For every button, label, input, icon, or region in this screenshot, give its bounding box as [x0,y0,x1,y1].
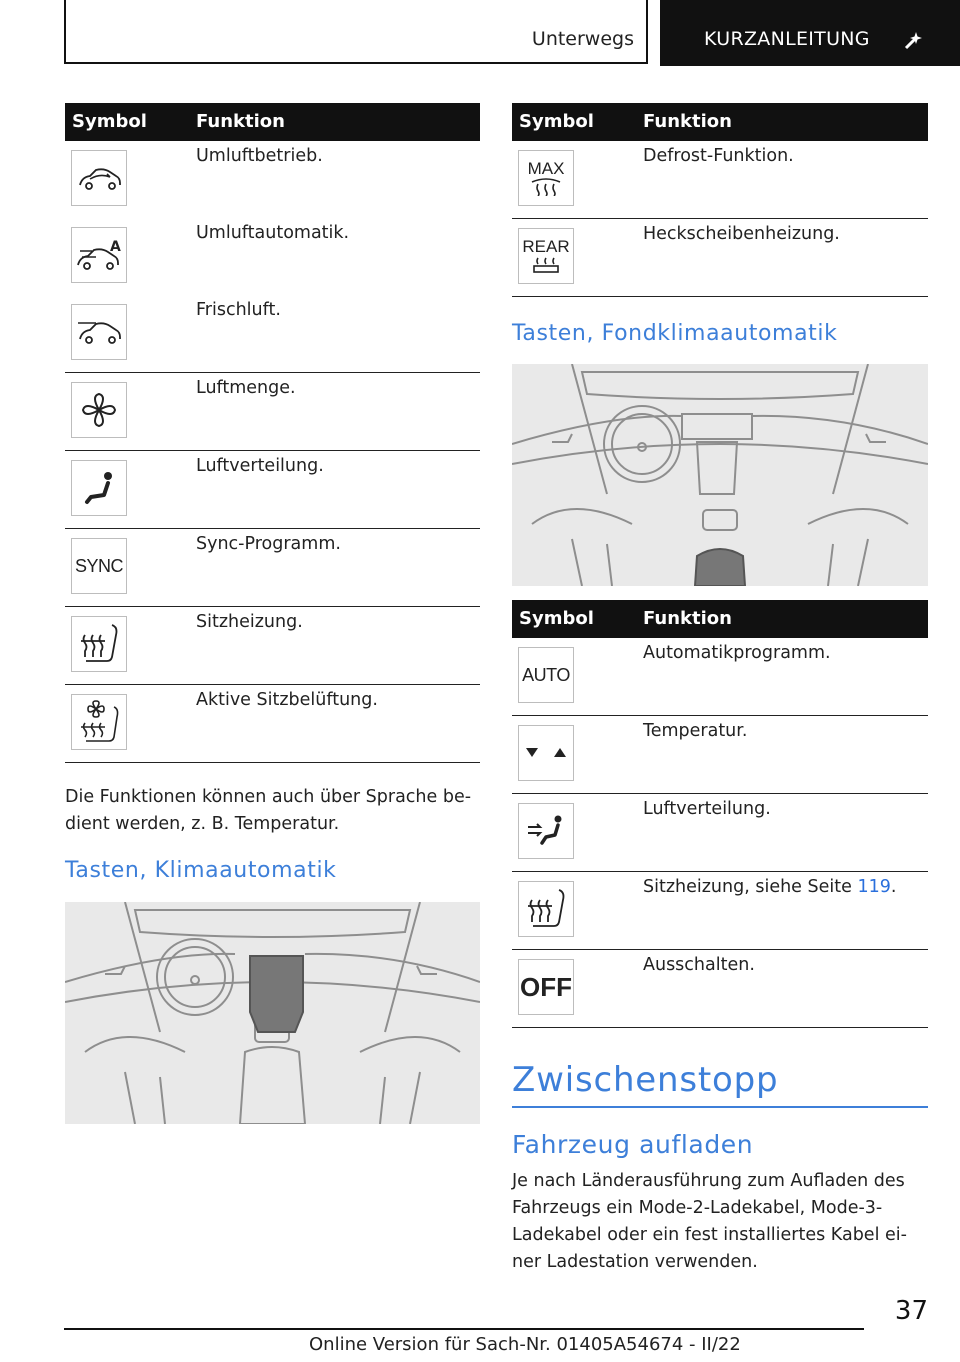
fresh-air-icon [71,304,127,360]
page-number: 37 [894,1296,928,1326]
right-symbol-table-bottom [512,600,928,1028]
column-header-symbol: Symbol [72,111,147,132]
column-header-function: Funktion [643,608,732,629]
air-distribution-icon [71,460,127,516]
table-row [512,141,928,219]
section-title-underline [512,1106,928,1108]
page-link-119[interactable]: 119 [857,877,891,897]
seat-ventilation-icon [71,694,127,750]
column-header-function: Funktion [196,111,285,132]
function-label: Defrost-Funktion. [643,146,794,166]
off-icon-text: OFF [520,971,572,1002]
paragraph-line: dient werden, z. B. Temperatur. [65,814,340,834]
function-label [643,877,896,897]
sync-icon [71,538,127,594]
paragraph-line: ner Ladestation verwenden. [512,1252,758,1272]
function-label: Temperatur. [643,721,748,741]
footer-divider [64,1328,864,1330]
right-symbol-table-top [512,103,928,297]
header-chapter-title: KURZANLEITUNG [704,28,870,50]
subheading-climate-buttons: Tasten, Klimaautomatik [65,858,337,883]
dashboard-illustration-rear [512,364,928,586]
function-label: Sync-Programm. [196,534,341,554]
function-label: Automatikprogramm. [643,643,831,663]
table-row [512,716,928,794]
table-header [512,103,928,141]
table-row [65,141,480,218]
table-row [512,872,928,950]
function-label: Aktive Sitzbelüftung. [196,690,378,710]
table-row [65,373,480,451]
table-row [512,638,928,716]
table-row [65,685,480,763]
dashboard-illustration-front [65,902,480,1124]
fan-icon [71,382,127,438]
wand-icon [902,30,924,52]
paragraph-line: Je nach Länderausführung zum Aufladen des [512,1171,905,1191]
table-row [65,451,480,529]
auto-icon [518,647,574,703]
rear-air-distribution-icon [518,803,574,859]
table-row [65,218,480,295]
auto-icon-text: AUTO [522,664,570,685]
svg-text:A: A [110,239,121,255]
table-header [65,103,480,141]
table-row [65,295,480,373]
function-label: Sitzheizung. [196,612,303,632]
table-header [512,600,928,638]
paragraph-line: Ladekabel oder ein fest installiertes Kabel ei- [512,1225,907,1245]
column-header-function: Funktion [643,111,732,132]
recirculation-icon [71,150,127,206]
function-label: Heckscheibenheizung. [643,224,840,244]
max-defrost-icon-text: MAX [527,159,565,178]
header-section-box [64,0,648,64]
section-title: Zwischenstopp [512,1060,779,1100]
function-label: Ausschalten. [643,955,755,975]
column-header-symbol: Symbol [519,111,594,132]
table-row [65,529,480,607]
function-label: Luftmenge. [196,378,296,398]
table-row [512,950,928,1028]
table-row [512,219,928,297]
seat-heating-icon [71,616,127,672]
function-label: Umluftautomatik. [196,223,350,243]
subheading-rear-climate-buttons: Tasten, Fondklimaautomatik [512,321,838,346]
paragraph-line: Die Funktionen können auch über Sprache be- [65,787,472,807]
function-label: Luftverteilung. [643,799,771,819]
function-label: Umluftbetrieb. [196,146,323,166]
left-symbol-table [65,103,480,763]
rear-window-heating-icon-text: REAR [522,237,570,256]
header-section-title: Unterwegs [531,28,634,50]
column-header-symbol: Symbol [519,608,594,629]
paragraph-line: Fahrzeugs ein Mode-2-Ladekabel, Mode-3- [512,1198,883,1218]
seat-heating-icon [518,881,574,937]
max-defrost-icon [518,150,574,206]
section-subtitle: Fahrzeug aufladen [512,1130,754,1159]
function-label: Luftverteilung. [196,456,324,476]
function-label: Frischluft. [196,300,281,320]
voice-control-paragraph [65,784,480,838]
sync-icon-text: SYNC [74,555,123,576]
auto-recirculation-icon [71,227,127,283]
function-label-end: . [890,877,897,897]
temperature-arrows-icon [518,725,574,781]
header-chapter-box [660,0,960,66]
charging-paragraph [512,1168,928,1276]
rear-window-heating-icon [518,228,574,284]
table-row [65,607,480,685]
off-icon [518,959,574,1015]
function-label-text: Sitzheizung, siehe Seite [643,877,858,897]
table-row [512,794,928,872]
footer-text: Online Version für Sach-Nr. 01405A54674 - II/22 [309,1334,741,1355]
